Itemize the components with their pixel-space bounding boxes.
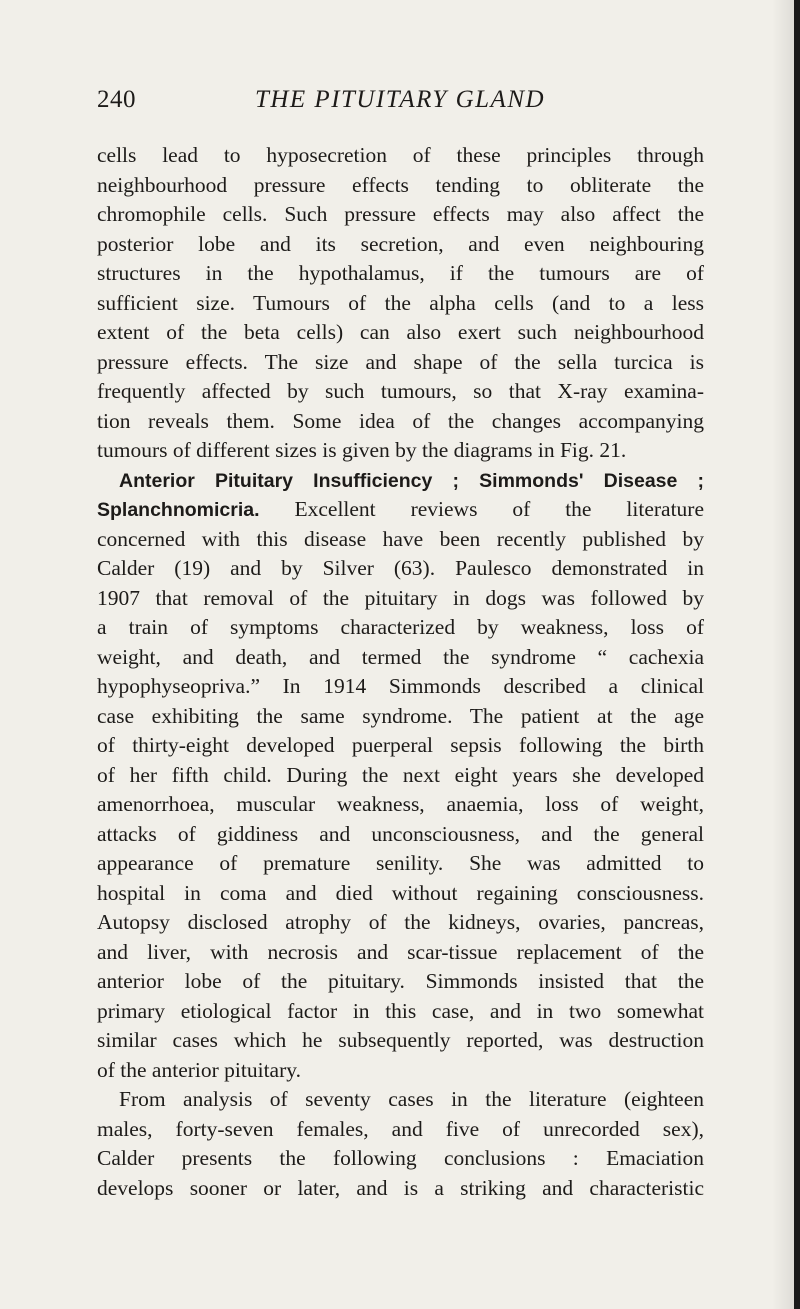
text-line: a train of symptoms characterized by weakness, loss of — [97, 615, 704, 639]
section-heading-line — [97, 495, 704, 525]
text-line: Calder (19) and by Silver (63). Paulesco demonstrated in — [97, 556, 704, 580]
text-line: and liver, with necrosis and scar-tissue replacement of the — [97, 939, 704, 964]
text-line: neighbourhood pressure effects tending to obliterate the — [97, 172, 704, 197]
text-line: Autopsy disclosed atrophy of the kidneys, ovaries, pancreas, — [97, 910, 704, 934]
text-line: sufficient size. Tumours of the alpha cells (and to a less — [97, 290, 704, 315]
running-title: THE PITUITARY GLAND — [254, 86, 546, 113]
text-line: concerned with this disease have been recently published by — [97, 526, 704, 551]
text-line: attacks of giddiness and unconsciousness, and the general — [97, 821, 704, 846]
text-line: hypophyseopriva.” In 1914 Simmonds described a clinical — [97, 674, 704, 698]
text-line: amenorrhoea, muscular weakness, anaemia, loss of weight, — [97, 792, 704, 816]
body-text — [97, 141, 704, 1203]
text-line: frequently affected by such tumours, so that X-ray examina- — [97, 379, 704, 403]
text-line: males, forty-seven females, and five of unrecorded sex), — [97, 1116, 704, 1141]
text-line: chromophile cells. Such pressure effects may also affect the — [97, 202, 704, 226]
text-line: of thirty-eight developed puerperal sepsis following the birth — [97, 733, 704, 757]
page-header — [97, 86, 703, 126]
text-line: tumours of different sizes is given by the diagrams in Fig. 21. — [97, 438, 627, 462]
text-line: Calder presents the following conclusions : Emaciation — [97, 1146, 704, 1170]
text-run: Excellent reviews of the literature — [259, 497, 704, 521]
text-line: primary etiological factor in this case, and in two somewhat — [97, 998, 704, 1023]
text-line: 1907 that removal of the pituitary in dogs was followed by — [97, 585, 704, 610]
section-heading-line — [97, 466, 704, 496]
text-line: extent of the beta cells) can also exert such neighbourhood — [97, 320, 704, 344]
text-line: tion reveals them. Some idea of the changes accompanying — [97, 408, 704, 433]
text-line: appearance of premature senility. She was admitted to — [97, 851, 704, 875]
page-gutter-shadow — [772, 0, 794, 1309]
text-line: posterior lobe and its secretion, and even neighbouring — [97, 231, 704, 256]
text-line: develops sooner or later, and is a striking and characteristic — [97, 1175, 704, 1200]
text-line: of the anterior pituitary. — [97, 1057, 301, 1082]
page-edge — [794, 0, 800, 1309]
page-number: 240 — [97, 86, 136, 113]
text-line: anterior lobe of the pituitary. Simmonds insisted that the — [97, 969, 704, 993]
section-heading: Anterior Pituitary Insufficiency ; Simmonds' Disease ; — [119, 469, 704, 492]
text-line: of her fifth child. During the next eight years she developed — [97, 762, 704, 787]
text-line: pressure effects. The size and shape of the sella turcica is — [97, 349, 704, 374]
text-line: case exhibiting the same syndrome. The patient at the age — [97, 703, 704, 728]
text-line: cells lead to hyposecretion of these principles through — [97, 143, 704, 167]
text-line: structures in the hypothalamus, if the tumours are of — [97, 261, 704, 285]
text-line: hospital in coma and died without regaining consciousness. — [97, 880, 704, 905]
text-line: From analysis of seventy cases in the literature (eighteen — [119, 1087, 704, 1111]
section-heading: Splanchnomicria. — [97, 499, 260, 521]
text-line: similar cases which he subsequently reported, was destruction — [97, 1028, 704, 1052]
text-line: weight, and death, and termed the syndrome “ cachexia — [97, 644, 704, 669]
